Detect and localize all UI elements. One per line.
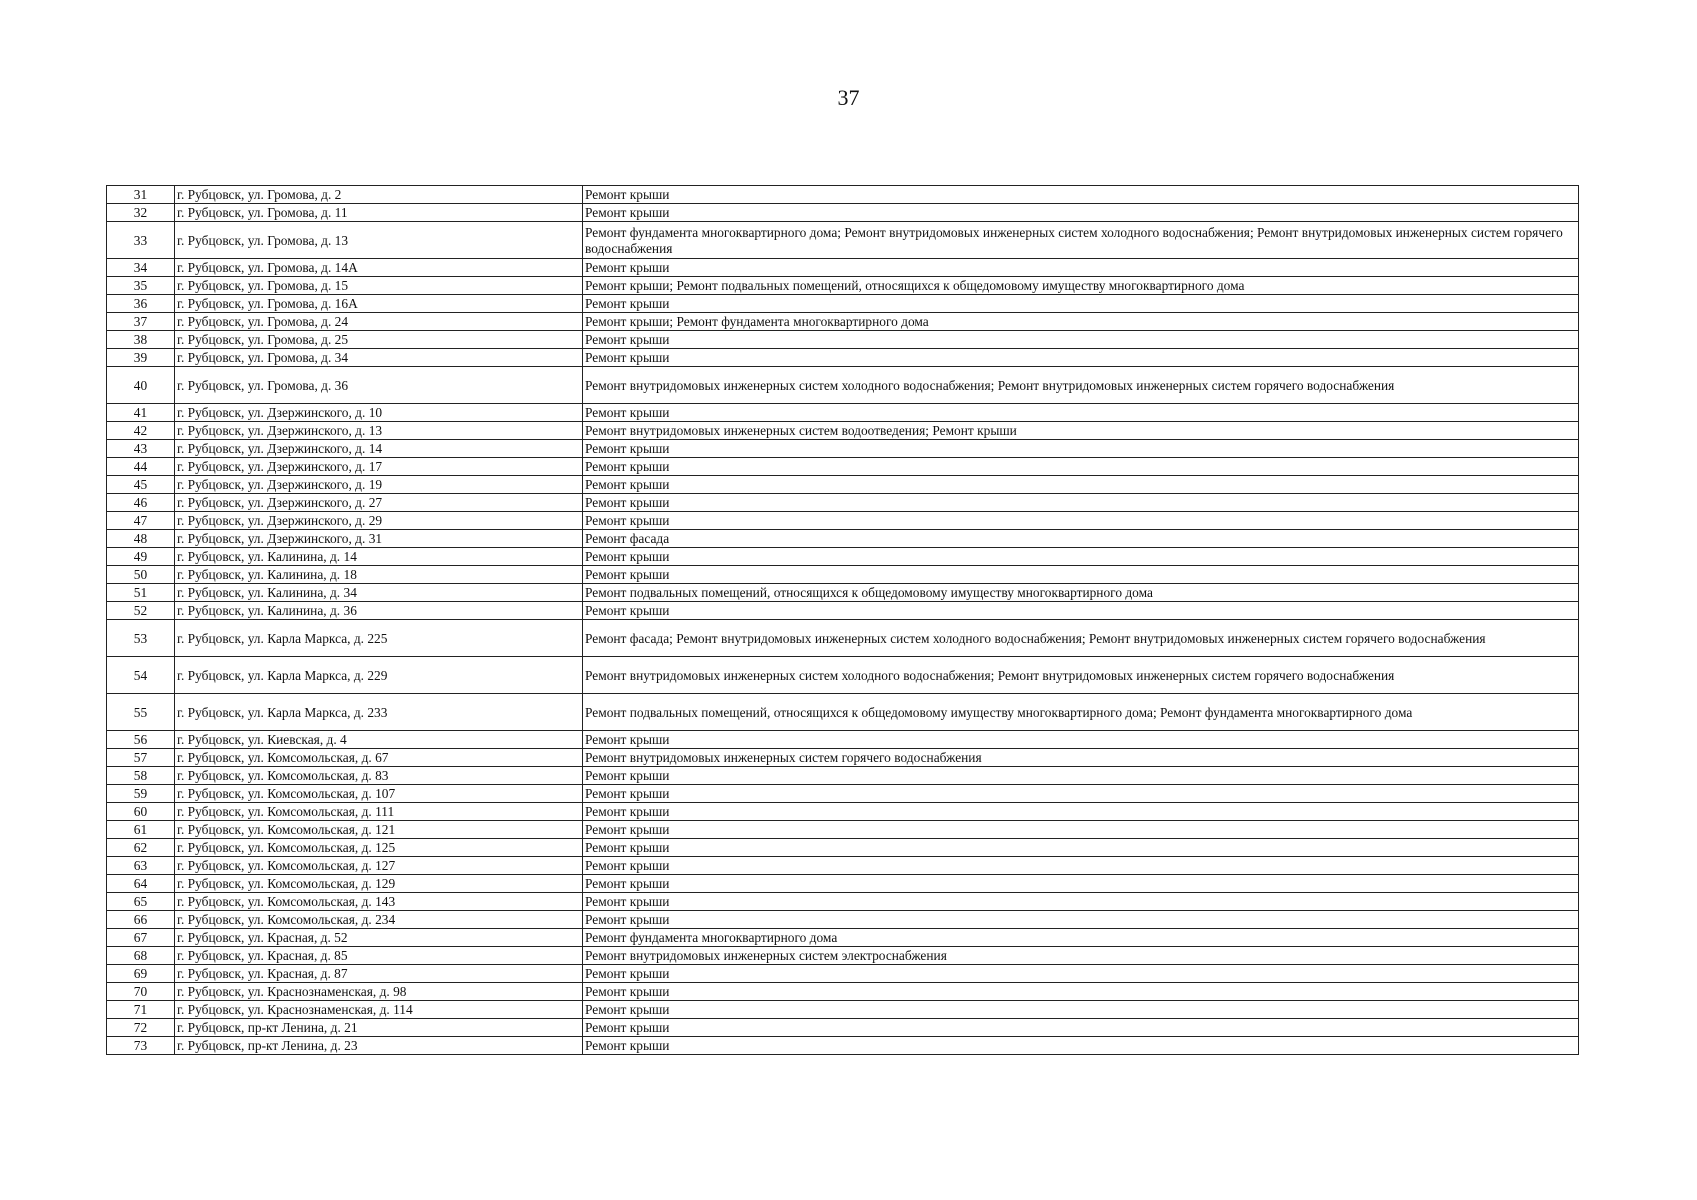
row-work-type: Ремонт крыши xyxy=(583,512,1579,530)
table-row xyxy=(107,422,1579,440)
row-address: г. Рубцовск, ул. Комсомольская, д. 234 xyxy=(175,911,583,929)
table-row xyxy=(107,404,1579,422)
row-number: 51 xyxy=(107,584,175,602)
row-address: г. Рубцовск, пр-кт Ленина, д. 23 xyxy=(175,1037,583,1055)
row-work-type: Ремонт подвальных помещений, относящихся к общедомовому имуществу многоквартирного дома xyxy=(583,584,1579,602)
row-work-type: Ремонт крыши xyxy=(583,803,1579,821)
table-row xyxy=(107,277,1579,295)
row-address: г. Рубцовск, ул. Громова, д. 24 xyxy=(175,313,583,331)
row-work-type: Ремонт крыши xyxy=(583,295,1579,313)
row-number: 66 xyxy=(107,911,175,929)
row-number: 70 xyxy=(107,983,175,1001)
row-work-type: Ремонт крыши xyxy=(583,1019,1579,1037)
row-number: 46 xyxy=(107,494,175,512)
table-row xyxy=(107,458,1579,476)
table-row xyxy=(107,331,1579,349)
row-address: г. Рубцовск, ул. Дзержинского, д. 14 xyxy=(175,440,583,458)
row-address: г. Рубцовск, ул. Карла Маркса, д. 233 xyxy=(175,694,583,731)
row-address: г. Рубцовск, ул. Дзержинского, д. 29 xyxy=(175,512,583,530)
table-row xyxy=(107,476,1579,494)
row-number: 45 xyxy=(107,476,175,494)
row-address: г. Рубцовск, ул. Комсомольская, д. 83 xyxy=(175,767,583,785)
row-work-type: Ремонт фундамента многоквартирного дома xyxy=(583,929,1579,947)
row-address: г. Рубцовск, ул. Комсомольская, д. 129 xyxy=(175,875,583,893)
row-number: 39 xyxy=(107,349,175,367)
row-work-type: Ремонт фасада; Ремонт внутридомовых инженерных систем холодного водоснабжения; Ремонт внутридомовых инженерных систем горячего водоснабжения xyxy=(583,620,1579,657)
table-row xyxy=(107,983,1579,1001)
row-address: г. Рубцовск, ул. Комсомольская, д. 143 xyxy=(175,893,583,911)
row-address: г. Рубцовск, пр-кт Ленина, д. 21 xyxy=(175,1019,583,1037)
row-address: г. Рубцовск, ул. Дзержинского, д. 19 xyxy=(175,476,583,494)
row-work-type: Ремонт крыши xyxy=(583,983,1579,1001)
row-address: г. Рубцовск, ул. Киевская, д. 4 xyxy=(175,731,583,749)
table-row xyxy=(107,785,1579,803)
table-row xyxy=(107,204,1579,222)
table-row xyxy=(107,911,1579,929)
row-address: г. Рубцовск, ул. Калинина, д. 36 xyxy=(175,602,583,620)
row-address: г. Рубцовск, ул. Громова, д. 25 xyxy=(175,331,583,349)
row-number: 71 xyxy=(107,1001,175,1019)
row-address: г. Рубцовск, ул. Красная, д. 87 xyxy=(175,965,583,983)
table-row xyxy=(107,548,1579,566)
row-number: 48 xyxy=(107,530,175,548)
row-address: г. Рубцовск, ул. Громова, д. 13 xyxy=(175,222,583,259)
table-row xyxy=(107,602,1579,620)
row-address: г. Рубцовск, ул. Красная, д. 85 xyxy=(175,947,583,965)
row-address: г. Рубцовск, ул. Дзержинского, д. 17 xyxy=(175,458,583,476)
row-address: г. Рубцовск, ул. Комсомольская, д. 111 xyxy=(175,803,583,821)
row-work-type: Ремонт крыши xyxy=(583,331,1579,349)
row-work-type: Ремонт крыши xyxy=(583,911,1579,929)
table-row xyxy=(107,259,1579,277)
row-number: 36 xyxy=(107,295,175,313)
row-address: г. Рубцовск, ул. Комсомольская, д. 127 xyxy=(175,857,583,875)
row-work-type: Ремонт крыши xyxy=(583,548,1579,566)
table-row xyxy=(107,512,1579,530)
row-work-type: Ремонт крыши xyxy=(583,602,1579,620)
row-number: 34 xyxy=(107,259,175,277)
row-work-type: Ремонт крыши xyxy=(583,458,1579,476)
row-address: г. Рубцовск, ул. Громова, д. 36 xyxy=(175,367,583,404)
row-address: г. Рубцовск, ул. Комсомольская, д. 67 xyxy=(175,749,583,767)
row-number: 37 xyxy=(107,313,175,331)
table-row xyxy=(107,749,1579,767)
table-row xyxy=(107,657,1579,694)
table-row xyxy=(107,821,1579,839)
row-work-type: Ремонт крыши xyxy=(583,566,1579,584)
row-work-type: Ремонт крыши xyxy=(583,1037,1579,1055)
row-work-type: Ремонт внутридомовых инженерных систем электроснабжения xyxy=(583,947,1579,965)
repair-table xyxy=(106,185,1579,1055)
table-row xyxy=(107,222,1579,259)
table-row xyxy=(107,530,1579,548)
row-address: г. Рубцовск, ул. Комсомольская, д. 107 xyxy=(175,785,583,803)
row-number: 38 xyxy=(107,331,175,349)
table-row xyxy=(107,803,1579,821)
row-number: 64 xyxy=(107,875,175,893)
table-row xyxy=(107,186,1579,204)
row-number: 62 xyxy=(107,839,175,857)
row-address: г. Рубцовск, ул. Краснознаменская, д. 98 xyxy=(175,983,583,1001)
row-number: 69 xyxy=(107,965,175,983)
row-work-type: Ремонт внутридомовых инженерных систем холодного водоснабжения; Ремонт внутридомовых инженерных систем горячего водоснабжения xyxy=(583,367,1579,404)
row-work-type: Ремонт крыши xyxy=(583,839,1579,857)
row-work-type: Ремонт внутридомовых инженерных систем горячего водоснабжения xyxy=(583,749,1579,767)
table-row xyxy=(107,947,1579,965)
row-address: г. Рубцовск, ул. Краснознаменская, д. 114 xyxy=(175,1001,583,1019)
row-work-type: Ремонт крыши xyxy=(583,204,1579,222)
row-work-type: Ремонт крыши xyxy=(583,494,1579,512)
row-number: 52 xyxy=(107,602,175,620)
row-number: 59 xyxy=(107,785,175,803)
row-work-type: Ремонт крыши xyxy=(583,785,1579,803)
row-number: 32 xyxy=(107,204,175,222)
row-number: 68 xyxy=(107,947,175,965)
row-address: г. Рубцовск, ул. Громова, д. 11 xyxy=(175,204,583,222)
row-number: 47 xyxy=(107,512,175,530)
table-row xyxy=(107,1019,1579,1037)
row-address: г. Рубцовск, ул. Калинина, д. 34 xyxy=(175,584,583,602)
row-address: г. Рубцовск, ул. Дзержинского, д. 10 xyxy=(175,404,583,422)
row-number: 44 xyxy=(107,458,175,476)
row-number: 33 xyxy=(107,222,175,259)
row-address: г. Рубцовск, ул. Комсомольская, д. 125 xyxy=(175,839,583,857)
table-row xyxy=(107,875,1579,893)
row-address: г. Рубцовск, ул. Громова, д. 15 xyxy=(175,277,583,295)
row-work-type: Ремонт крыши xyxy=(583,349,1579,367)
row-work-type: Ремонт крыши xyxy=(583,404,1579,422)
row-number: 73 xyxy=(107,1037,175,1055)
row-number: 53 xyxy=(107,620,175,657)
row-address: г. Рубцовск, ул. Карла Маркса, д. 229 xyxy=(175,657,583,694)
row-address: г. Рубцовск, ул. Калинина, д. 18 xyxy=(175,566,583,584)
row-work-type: Ремонт крыши xyxy=(583,259,1579,277)
table-row xyxy=(107,349,1579,367)
row-work-type: Ремонт крыши xyxy=(583,857,1579,875)
table-body xyxy=(107,186,1579,1055)
row-number: 42 xyxy=(107,422,175,440)
row-address: г. Рубцовск, ул. Громова, д. 34 xyxy=(175,349,583,367)
row-address: г. Рубцовск, ул. Дзержинского, д. 13 xyxy=(175,422,583,440)
row-address: г. Рубцовск, ул. Дзержинского, д. 31 xyxy=(175,530,583,548)
table-row xyxy=(107,584,1579,602)
row-address: г. Рубцовск, ул. Дзержинского, д. 27 xyxy=(175,494,583,512)
table-row xyxy=(107,767,1579,785)
row-address: г. Рубцовск, ул. Громова, д. 14А xyxy=(175,259,583,277)
table-row xyxy=(107,367,1579,404)
row-work-type: Ремонт крыши xyxy=(583,1001,1579,1019)
row-number: 43 xyxy=(107,440,175,458)
table-row xyxy=(107,965,1579,983)
row-work-type: Ремонт крыши xyxy=(583,731,1579,749)
row-number: 72 xyxy=(107,1019,175,1037)
row-work-type: Ремонт крыши xyxy=(583,186,1579,204)
row-number: 56 xyxy=(107,731,175,749)
row-number: 40 xyxy=(107,367,175,404)
table-row xyxy=(107,839,1579,857)
row-work-type: Ремонт крыши xyxy=(583,440,1579,458)
row-work-type: Ремонт внутридомовых инженерных систем холодного водоснабжения; Ремонт внутридомовых инженерных систем горячего водоснабжения xyxy=(583,657,1579,694)
row-number: 67 xyxy=(107,929,175,947)
table-row xyxy=(107,929,1579,947)
row-address: г. Рубцовск, ул. Карла Маркса, д. 225 xyxy=(175,620,583,657)
row-number: 31 xyxy=(107,186,175,204)
row-work-type: Ремонт внутридомовых инженерных систем водоотведения; Ремонт крыши xyxy=(583,422,1579,440)
row-number: 61 xyxy=(107,821,175,839)
table-row xyxy=(107,620,1579,657)
row-address: г. Рубцовск, ул. Громова, д. 16А xyxy=(175,295,583,313)
table-row xyxy=(107,494,1579,512)
row-number: 60 xyxy=(107,803,175,821)
table-row xyxy=(107,295,1579,313)
page-number: 37 xyxy=(837,85,860,110)
table-row xyxy=(107,893,1579,911)
table-row xyxy=(107,1001,1579,1019)
table-row xyxy=(107,566,1579,584)
row-number: 35 xyxy=(107,277,175,295)
row-work-type: Ремонт крыши; Ремонт фундамента многоквартирного дома xyxy=(583,313,1579,331)
row-number: 55 xyxy=(107,694,175,731)
repair-table-container xyxy=(106,185,1578,1055)
row-work-type: Ремонт подвальных помещений, относящихся к общедомовому имуществу многоквартирного дома; Ремонт фундамента многоквартирного дома xyxy=(583,694,1579,731)
table-row xyxy=(107,694,1579,731)
row-number: 58 xyxy=(107,767,175,785)
row-address: г. Рубцовск, ул. Калинина, д. 14 xyxy=(175,548,583,566)
row-number: 49 xyxy=(107,548,175,566)
row-number: 57 xyxy=(107,749,175,767)
row-number: 50 xyxy=(107,566,175,584)
table-row xyxy=(107,1037,1579,1055)
row-work-type: Ремонт фундамента многоквартирного дома; Ремонт внутридомовых инженерных систем холодного водоснабжения; Ремонт внутридомовых инженерных систем горячего водоснабжения xyxy=(583,222,1579,259)
row-work-type: Ремонт крыши xyxy=(583,875,1579,893)
row-address: г. Рубцовск, ул. Комсомольская, д. 121 xyxy=(175,821,583,839)
row-address: г. Рубцовск, ул. Красная, д. 52 xyxy=(175,929,583,947)
row-number: 65 xyxy=(107,893,175,911)
row-work-type: Ремонт крыши; Ремонт подвальных помещений, относящихся к общедомовому имуществу многоквартирного дома xyxy=(583,277,1579,295)
row-work-type: Ремонт крыши xyxy=(583,893,1579,911)
row-work-type: Ремонт крыши xyxy=(583,965,1579,983)
row-number: 41 xyxy=(107,404,175,422)
table-row xyxy=(107,313,1579,331)
row-work-type: Ремонт крыши xyxy=(583,476,1579,494)
row-work-type: Ремонт фасада xyxy=(583,530,1579,548)
row-number: 63 xyxy=(107,857,175,875)
table-row xyxy=(107,857,1579,875)
row-address: г. Рубцовск, ул. Громова, д. 2 xyxy=(175,186,583,204)
row-number: 54 xyxy=(107,657,175,694)
table-row xyxy=(107,440,1579,458)
row-work-type: Ремонт крыши xyxy=(583,821,1579,839)
row-work-type: Ремонт крыши xyxy=(583,767,1579,785)
table-row xyxy=(107,731,1579,749)
